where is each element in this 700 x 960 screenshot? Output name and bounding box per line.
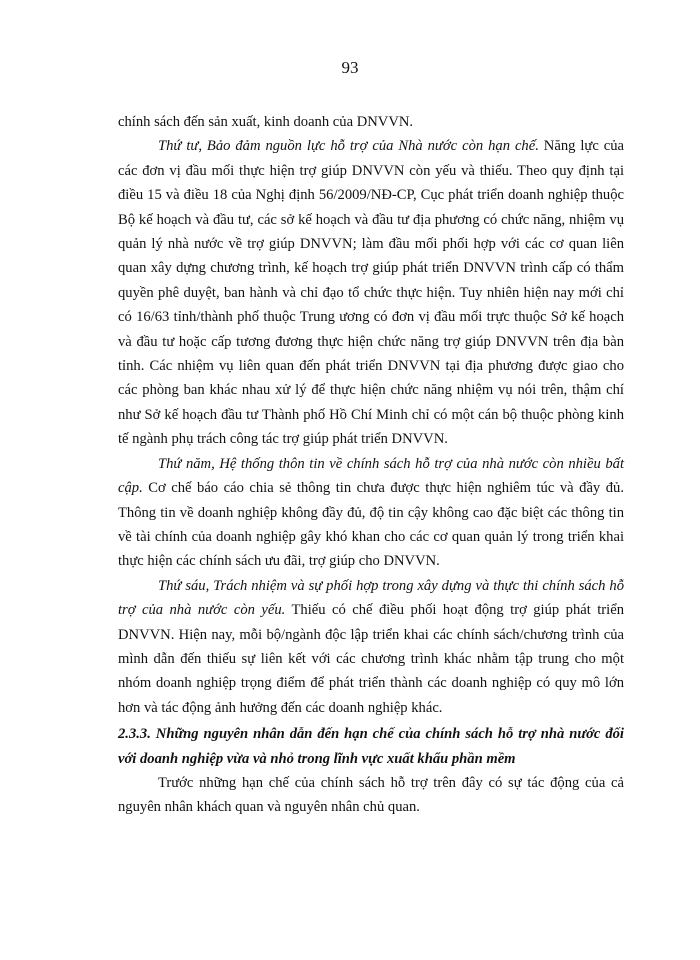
paragraph-continuation: chính sách đến sản xuất, kinh doanh của DNVVN. [118,114,414,130]
page-number: 93 [341,58,359,77]
paragraph-body: Cơ chế báo cáo chia sẻ thông tin chưa được thực hiện nghiêm túc và đầy đủ. Thông tin về doanh nghiệp không đầy đủ, độ tin cậy không cao đặc biệt các thông tin về tài chính của doanh nghiệp gây khó khan cho các cơ quan quản lý trong triển khai thực hiện các chính sách ưu đãi, trợ giúp cho DNVVN. [118,480,624,570]
paragraph-body: Năng lực của các đơn vị đầu mối thực hiện trợ giúp DNVVN còn yếu và thiếu. Theo quy định tại điều 15 và điều 18 của Nghị định 56/2009/NĐ-CP, Cục phát triển doanh nghiệp thuộc Bộ kế hoạch và đầu tư, các sở kế hoạch và đầu tư địa phương có chức năng, nhiệm vụ quản lý nhà nước về trợ giúp DNVVN; làm đầu mối phối hợp với các cơ quan liên quan xây dựng chương trình, kế hoạch trợ giúp phát triển DNVVN trình cấp có thẩm quyền phê duyệt, ban hành và chỉ đạo tổ chức thực hiện. Tuy nhiên hiện nay mới chỉ có 16/63 tỉnh/thành phố thuộc Trung ương có đơn vị đầu mối trực thuộc Sở kế hoạch và đầu tư hoặc cấp tương đương thực hiện chức năng trợ giúp DNVVN trên địa bàn tỉnh. Các nhiệm vụ liên quan đến phát triển DNVVN tại địa phương được giao cho các phòng ban khác nhau xử lý để thực hiện chức năng nhiệm vụ nói trên, thậm chí như Sở kế hoạch đầu tư Thành phố Hồ Chí Minh chỉ có một cán bộ thuộc phòng kinh tế ngành phụ trách công tác trợ giúp phát triển DNVVN. [118,138,625,448]
paragraph-sixth-point [118,574,624,720]
paragraph-body: Thiếu có chế điều phối hoạt động trợ giúp phát triển DNVVN. Hiện nay, mỗi bộ/ngành độc lập triển khai các chính sách/chương trình của mình dẫn đến thiếu sự liên kết với các chương trình khác nhằm tập trung cho một nhóm doanh nghiệp trọng điểm để phát triển thành các doanh nghiệp có quy mô lớn hơn và tác động ảnh hưởng đến các doanh nghiệp khác. [118,602,624,716]
paragraph-lead: Thứ năm, Hệ thống thôn tin về chính sách hỗ trợ của nhà nước còn nhiều bất cập. [118,455,624,497]
paragraph-fourth-point [118,134,624,451]
paragraph-lead: Thứ tư, Bảo đảm nguồn lực hỗ trợ của Nhà nước còn hạn chế. [158,138,539,155]
paragraph-fifth-point [118,452,624,574]
body-text [118,110,624,820]
section-heading: 2.3.3. Những nguyên nhân dẫn đến hạn chế của chính sách hỗ trợ nhà nước đối với doanh nghiệp vừa và nhỏ trong lĩnh vực xuất khẩu phần mềm [118,726,624,767]
paragraph-lead: Thứ sáu, Trách nhiệm và sự phối hợp trong xây dựng và thực thi chính sách hỗ trợ của nhà nước còn yếu. [118,577,624,619]
paragraph-causes: Trước những hạn chế của chính sách hỗ trợ trên đây có sự tác động của cả nguyên nhân khách quan và nguyên nhân chủ quan. [118,774,624,816]
